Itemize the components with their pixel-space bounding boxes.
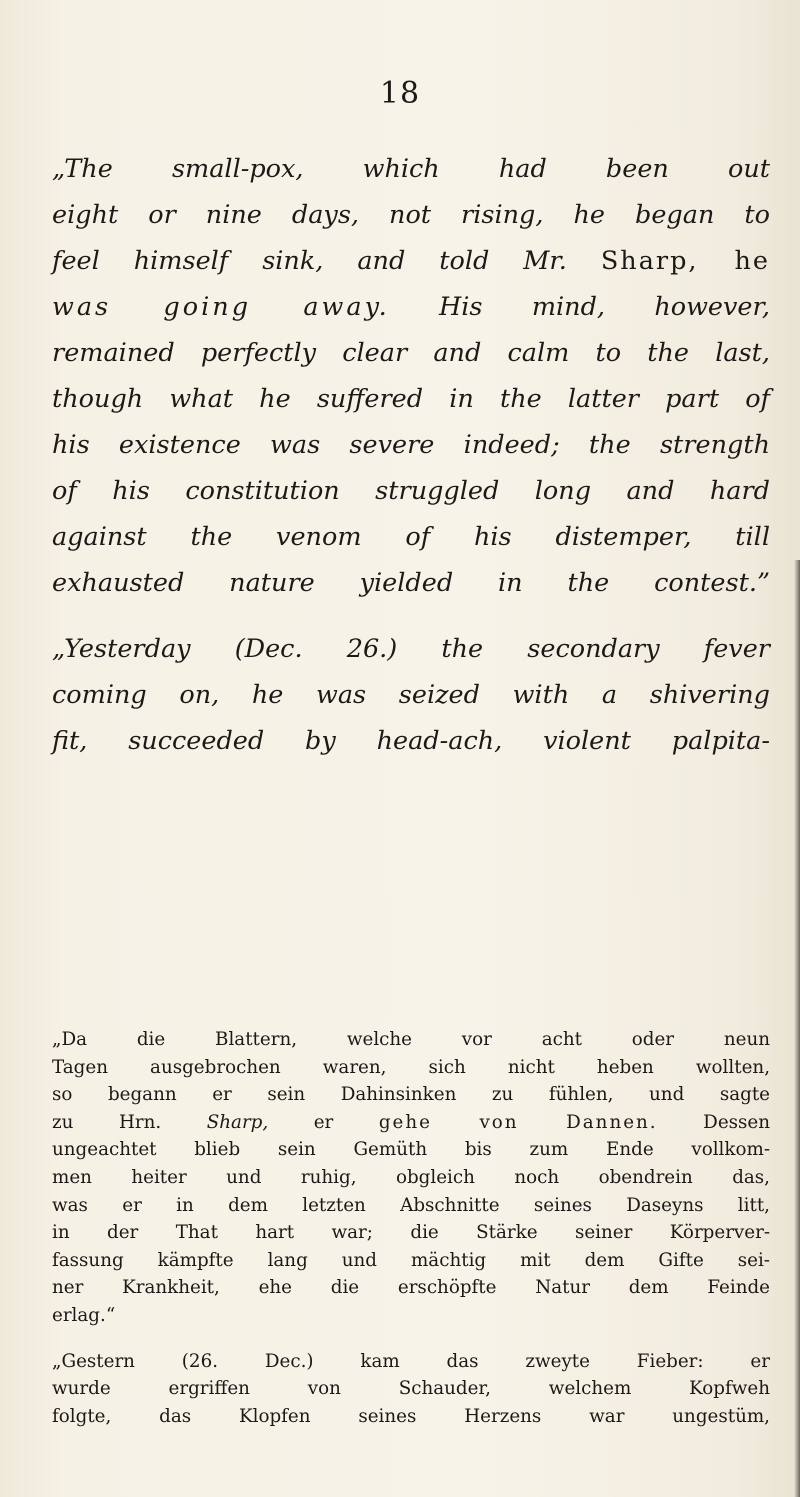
- spaced-phrase: gehe von Dannen.: [378, 1111, 658, 1133]
- text-line: erlag.“: [52, 1304, 116, 1326]
- text-line: „Da die Blattern, welche vor acht oder neun: [52, 1029, 770, 1050]
- german-paragraph-2: [52, 1348, 770, 1431]
- text-line: ungeachtet blieb sein Gemüth bis zum Ende vollkom-: [52, 1139, 770, 1161]
- text-line: remained perfectly clear and calm to the last,: [52, 338, 770, 368]
- text-line: [52, 238, 770, 284]
- english-text-block: [52, 146, 770, 764]
- paragraph-gap: [52, 1330, 770, 1348]
- text-line: men heiter und ruhig, obgleich noch obendrein das,: [52, 1166, 770, 1188]
- text-line: fassung kämpfte lang und mächtig mit dem Gifte sei-: [52, 1249, 770, 1271]
- text-line: ner Krankheit, ehe die erschöpfte Natur dem Feinde: [52, 1277, 770, 1299]
- text-line: „Gestern (26. Dec.) kam das zweyte Fieber: er: [52, 1350, 770, 1372]
- text-run: zu Hrn.: [52, 1111, 207, 1133]
- text-line: folgte, das Klopfen seines Herzens war ungestüm,: [52, 1405, 770, 1427]
- text-run: feel himself sink, and told Mr.: [52, 246, 601, 276]
- paragraph-gap: [52, 606, 770, 626]
- english-paragraph-2: [52, 626, 770, 764]
- text-line: of his constitution struggled long and hard: [52, 476, 770, 506]
- text-line: was er in dem letzten Abschnitte seines Daseyns litt,: [52, 1194, 770, 1216]
- text-line: in der That hart war; die Stärke seiner Körperver-: [52, 1222, 770, 1244]
- text-line: so begann er sein Dahinsinken zu fühlen, und sagte: [52, 1084, 770, 1106]
- german-text-block: [52, 1026, 770, 1430]
- text-line: Tagen ausgebrochen waren, sich nicht heben wollten,: [52, 1056, 770, 1078]
- name-sharp: Sharp, he: [600, 246, 770, 276]
- text-line: wurde ergriffen von Schauder, welchem Kopfweh: [52, 1378, 770, 1400]
- text-line: [52, 284, 770, 330]
- text-run: His mind, however,: [389, 292, 771, 322]
- text-run: er: [268, 1111, 379, 1133]
- text-line: fit, succeeded by head-ach, violent palpita-: [52, 726, 770, 756]
- english-paragraph-1: [52, 146, 770, 606]
- spaced-phrase: was going away.: [52, 292, 390, 322]
- text-line: „Yesterday (Dec. 26.) the secondary fever: [52, 634, 770, 664]
- page-number: 18: [379, 76, 421, 111]
- name-sharp: Sharp,: [206, 1111, 269, 1133]
- text-line: his existence was severe indeed; the strength: [52, 430, 770, 460]
- text-line: „The small-pox, which had been out: [52, 154, 770, 184]
- text-line: [52, 1109, 770, 1137]
- text-line: coming on, he was seized with a shivering: [52, 680, 770, 710]
- text-line: eight or nine days, not rising, he began to: [52, 200, 770, 230]
- text-line: exhausted nature yielded in the contest.”: [52, 568, 770, 598]
- text-line: though what he suffered in the latter part of: [52, 384, 770, 414]
- text-run: Dessen: [657, 1111, 770, 1133]
- page-edge-shadow: [794, 560, 800, 1497]
- text-line: against the venom of his distemper, till: [52, 522, 770, 552]
- german-paragraph-1: [52, 1026, 770, 1330]
